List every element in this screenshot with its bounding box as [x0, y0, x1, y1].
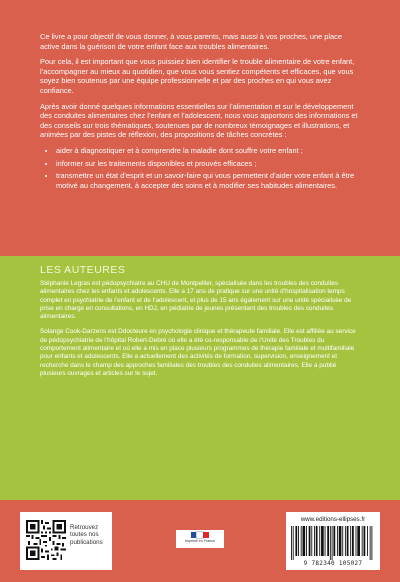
intro-paragraph-2: Pour cela, il est important que vous puissiez bien identifier le trouble alimentaire de votre enfant, l’accompagner au mieux au quotidien, que vous vous sentiez compétents et efficaces, que vous soyez bien soutenus par une équipe professionnelle et par des proches en qui vous avez confiance.: [40, 57, 355, 95]
publisher-website-link[interactable]: www.editions-ellipses.fr: [300, 516, 366, 523]
france-flag-icon: [176, 532, 224, 538]
book-description: [40, 32, 360, 193]
qr-promo-card[interactable]: [20, 512, 112, 570]
footer-band: [0, 500, 400, 582]
qr-code-icon[interactable]: [26, 520, 66, 560]
themes-list: [40, 146, 360, 190]
list-item: • informer sur les traitements disponibles et prouvés efficaces ;: [56, 159, 360, 169]
intro-paragraph-1: Ce livre a pour objectif de vous donner, à vous parents, mais aussi à vos proches, une place active dans la guérison de votre enfant face aux troubles alimentaires.: [40, 32, 342, 51]
list-item: • transmettre un état d’esprit et un savoir-faire qui vous permettent d’aider votre enfant à être motivé au changement, à accepter des soins et à modifier ses habitudes alimentaires.: [56, 171, 360, 190]
qr-caption-line: toutes nos: [70, 531, 99, 539]
printed-in-france-badge: [176, 530, 224, 548]
isbn-barcode: [291, 526, 375, 560]
back-cover-description-panel: [0, 0, 400, 256]
authors-panel: [0, 256, 400, 500]
author-bio-cook-darzens: Solange Cook-Darzens est Ddocteure en psychologie clinique et thérapeute familiale. Elle est affiliée au service de pédopsychiatrie de l’hôpital Robert-Debré où elle a été co-responsable de l’Unité des Troubles du comportement alimentaire et où elle a mis en place plusieurs programmes de thérapie familiale et multifamiliale pour enfants et adolescents. Elle a actuellement des activités de formation, supervision, enseignement et recherche dans le champ des approches familiales des troubles des conduites alimentaires. Elle a publié plusieurs ouvrages et articles sur le sujet.: [40, 328, 356, 377]
list-item: • aider à diagnostiquer et à comprendre la maladie dont souffre votre enfant ;: [56, 146, 360, 156]
isbn-card: [286, 512, 380, 570]
qr-caption: [70, 524, 110, 546]
authors-heading: LES AUTEURES: [40, 264, 126, 276]
author-bio-legras: Stéphanie Legras est pédopsychiatre au CHU de Montpellier, spécialisée dans les troubles des conduites alimentaires chez les enfants et adolescents. Elle a 17 ans de pratique sur une unité d’hospitalisation temps complet en psychiatrie de l’enfant et de l’adolescent, et plus de 15 ans également sur une unité spécialisée de prise en charge en consultations, en HDJ, en pédiatrie de jeunes présentant des troubles des conduites alimentaires.: [40, 280, 352, 321]
qr-caption-line: Retrouvez: [70, 524, 99, 531]
qr-caption-line: publications: [70, 538, 103, 546]
intro-paragraph-3: Après avoir donné quelques informations essentielles sur l’alimentation et sur le développement des conduites alimentaires chez l’enfant et l’adolescent, nous vous apportons des informations et des conseils sur trois thématiques, soutenues par de nombreux témoignages et illustrations, et animées par des pistes de réflexion, des propositions de tâches concrètes :: [40, 101, 358, 140]
isbn-digits: 9 782340 105027: [303, 560, 363, 567]
printed-in-france-label: Imprimé en France: [184, 539, 216, 543]
